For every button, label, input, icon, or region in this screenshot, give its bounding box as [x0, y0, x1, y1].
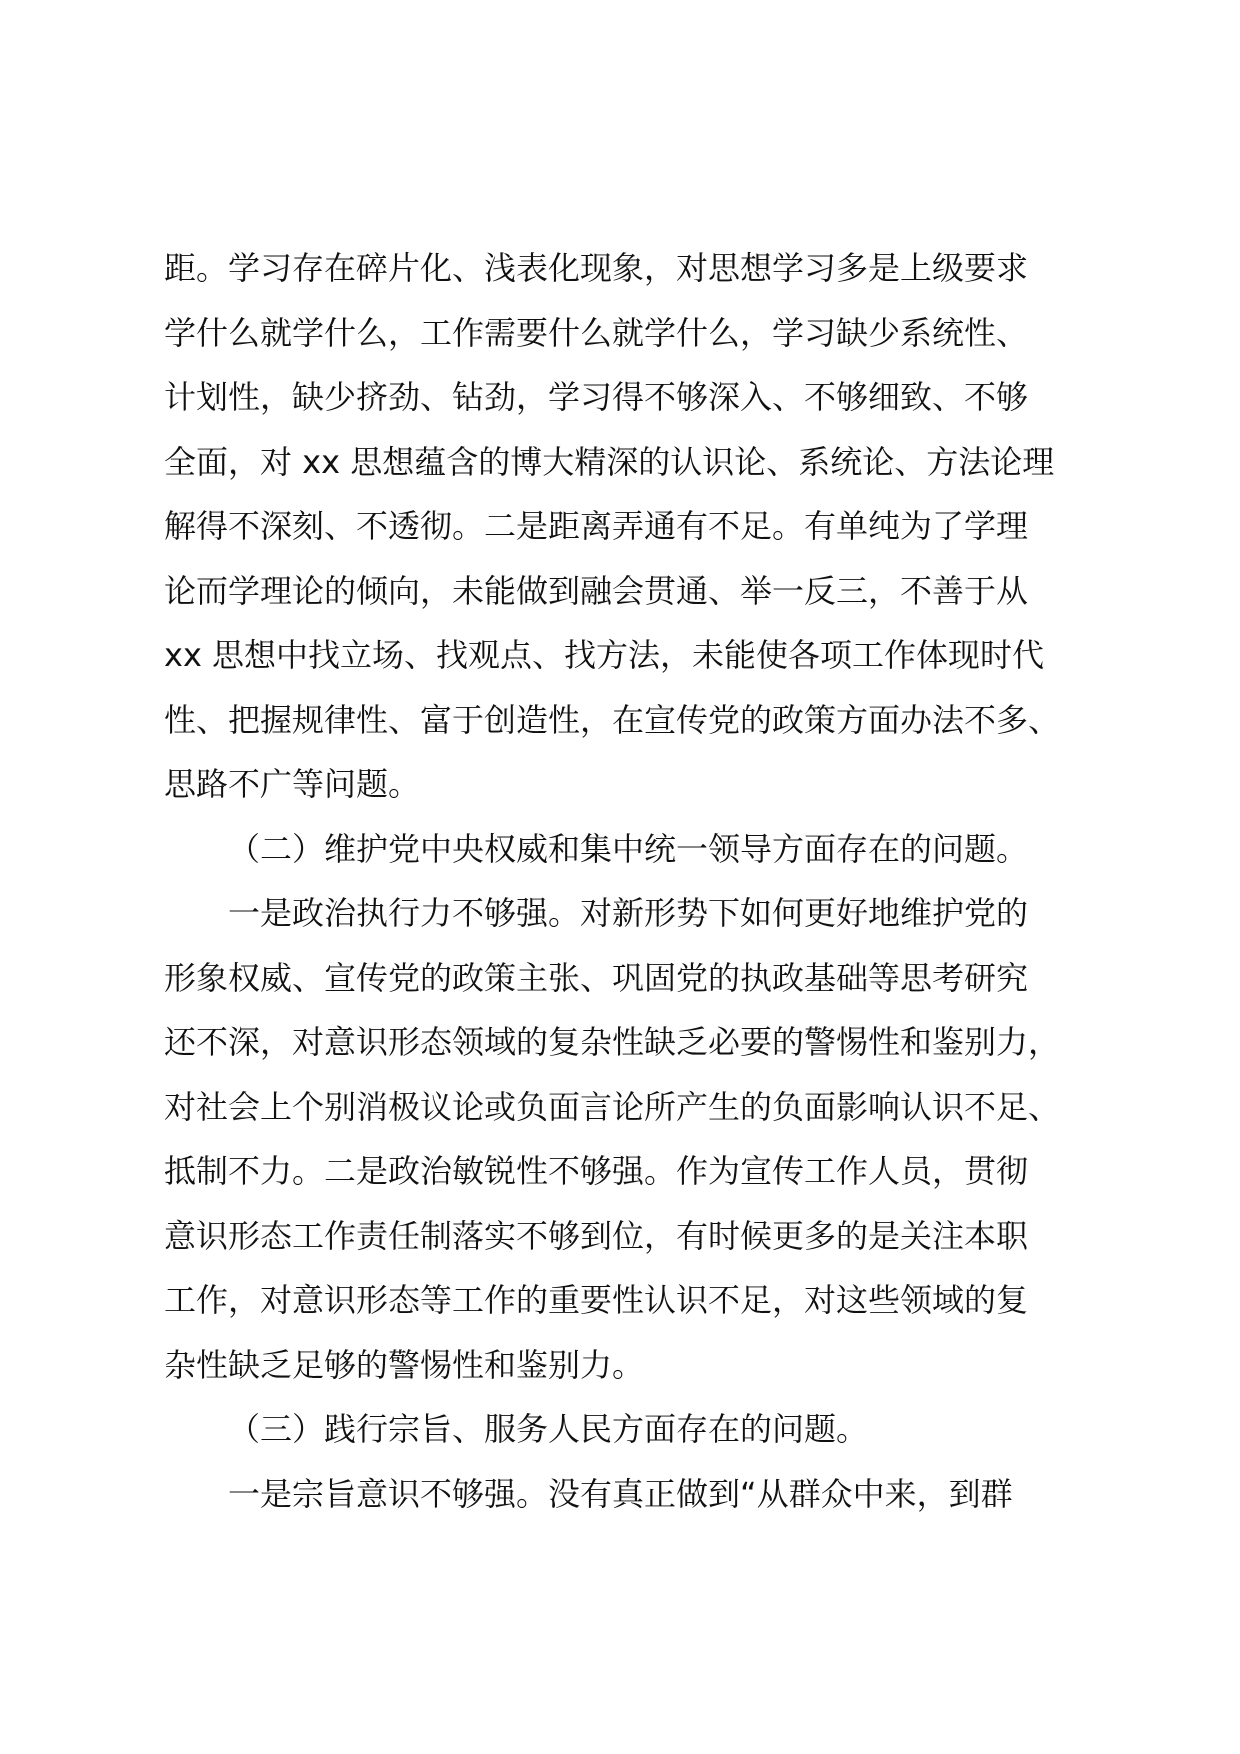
- text-line: 一是宗旨意识不够强。没有真正做到“从群众中来，到群: [228, 1474, 1013, 1513]
- text-line: 一是政治执行力不够强。对新形势下如何更好地维护党的: [228, 894, 1029, 932]
- text-line: 解得不深刻、不透彻。二是距离弄通有不足。有单纯为了学理: [164, 507, 1029, 545]
- text-line: 形象权威、宣传党的政策主张、巩固党的执政基础等思考研究: [164, 958, 1029, 997]
- body-text: [164, 236, 1104, 1526]
- text-line: xx 思想中找立场、找观点、找方法，未能使各项工作体现时代: [164, 636, 1045, 674]
- text-line: 论而学理论的倾向，未能做到融会贯通、举一反三，不善于从: [164, 571, 1029, 610]
- text-line: 对社会上个别消极议论或负面言论所产生的负面影响认识不足、: [164, 1087, 1061, 1126]
- text-line: 还不深，对意识形态领域的复杂性缺乏必要的警惕性和鉴别力，: [164, 1023, 1061, 1061]
- text-line: 杂性缺乏足够的警惕性和鉴别力。: [164, 1345, 645, 1384]
- text-line: 距。学习存在碎片化、浅表化现象，对思想学习多是上级要求: [164, 249, 1029, 287]
- section-heading-2: （二）维护党中央权威和集中统一领导方面存在的问题。: [228, 829, 1029, 868]
- section-heading-3: （三）践行宗旨、服务人民方面存在的问题。: [228, 1410, 869, 1448]
- text-line: 抵制不力。二是政治敏锐性不够强。作为宣传工作人员，贯彻: [164, 1152, 1029, 1190]
- text-line: 思路不广等问题。: [164, 765, 421, 803]
- text-line: 学什么就学什么，工作需要什么就学什么，学习缺少系统性、: [164, 313, 1029, 352]
- text-line: 工作，对意识形态等工作的重要性认识不足，对这些领域的复: [164, 1281, 1029, 1319]
- text-line: 性、把握规律性、富于创造性，在宣传党的政策方面办法不多、: [164, 700, 1061, 739]
- text-line: 全面，对 xx 思想蕴含的博大精深的认识论、系统论、方法论理: [164, 442, 1055, 481]
- text-line: 意识形态工作责任制落实不够到位，有时候更多的是关注本职: [164, 1216, 1029, 1255]
- text-line: 计划性，缺少挤劲、钻劲，学习得不够深入、不够细致、不够: [164, 378, 1029, 416]
